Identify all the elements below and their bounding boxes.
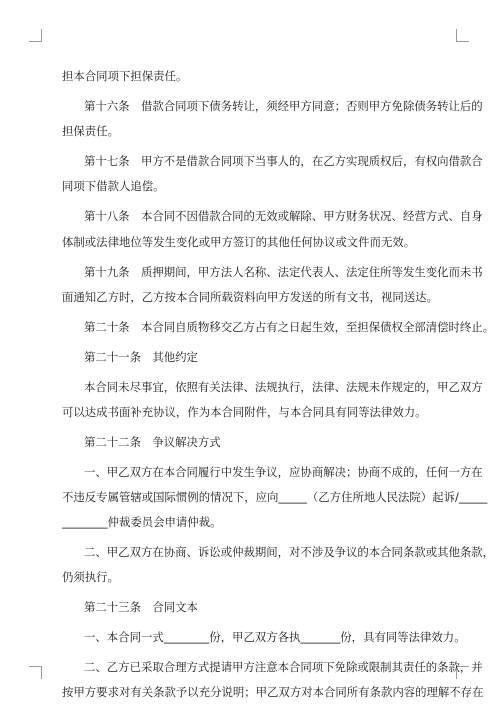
- text-line: 第十六条 借款合同项下债务转让，须经甲方同意；否则甲方免除债务转让后的: [84, 98, 483, 113]
- text-line: 第二十三条 合同文本: [84, 600, 198, 615]
- text-line: 不违反专属管辖或国际惯例的情况下，应向_____（乙方住所地人民法院）起诉/_____: [62, 489, 488, 504]
- crop-mark-top-left: [29, 29, 42, 42]
- text-line: 二、乙方已采取合理方式提请甲方注意本合同项下免除或限制其责任的条款，并: [84, 660, 483, 675]
- text-line: 第二十二条 争议解决方式: [84, 434, 221, 449]
- text-line: 担保责任。: [62, 124, 119, 139]
- text-line: 第十八条 本合同不因借款合同的无效或解除、甲方财务状况、经营方式、自身: [84, 209, 483, 224]
- text-line: 第十九条 质押期间，甲方法人名称、法定代表人、法定住所等发生变化而未书: [84, 264, 483, 279]
- text-line: 一、本合同一式________份，甲乙双方各执_______份，具有同等法律效力。: [84, 630, 466, 645]
- text-line: 体制或法律地位等发生变化或甲方签订的其他任何协议或文件而无效。: [62, 234, 416, 249]
- crop-mark-top-right: [456, 29, 469, 42]
- text-line: 面通知乙方时，乙方按本合同所载资料向甲方发送的所有文书，视同送达。: [62, 289, 438, 304]
- text-line: 本合同未尽事宜，依照有关法律、法规执行，法律、法规未作规定的，甲乙双方: [84, 379, 483, 394]
- text-line: 担本合同项下担保责任。: [62, 69, 188, 83]
- text-line: 同项下借款人追偿。: [62, 179, 165, 194]
- text-line: 仍须执行。: [62, 570, 119, 585]
- contract-body: [62, 64, 495, 706]
- text-line: 第十七条 甲方不是借款合同项下当事人的，在乙方实现质权后，有权向借款合: [84, 154, 483, 169]
- text-line: 一、甲乙双方在本合同履行中发生争议，应协商解决；协商不成的，任何一方在: [84, 464, 483, 479]
- crop-mark-bottom-left: [29, 666, 42, 679]
- text-line: 第二十一条 其他约定: [84, 349, 198, 364]
- text-line: 按甲方要求对有关条款予以充分说明；甲乙双方对本合同所有条款内容的理解不存在: [62, 685, 484, 700]
- text-line: ________仲裁委员会申请仲裁。: [62, 515, 222, 530]
- text-line: 二、甲乙双方在协商、诉讼或仲裁期间，对不涉及争议的本合同条款或其他条款，: [84, 545, 495, 560]
- text-line: 可以达成书面补充协议，作为本合同附件，与本合同具有同等法律效力。: [62, 404, 427, 419]
- text-line: 第二十条 本合同自质物移交乙方占有之日起生效，至担保债权全部清偿时终止。: [84, 319, 495, 334]
